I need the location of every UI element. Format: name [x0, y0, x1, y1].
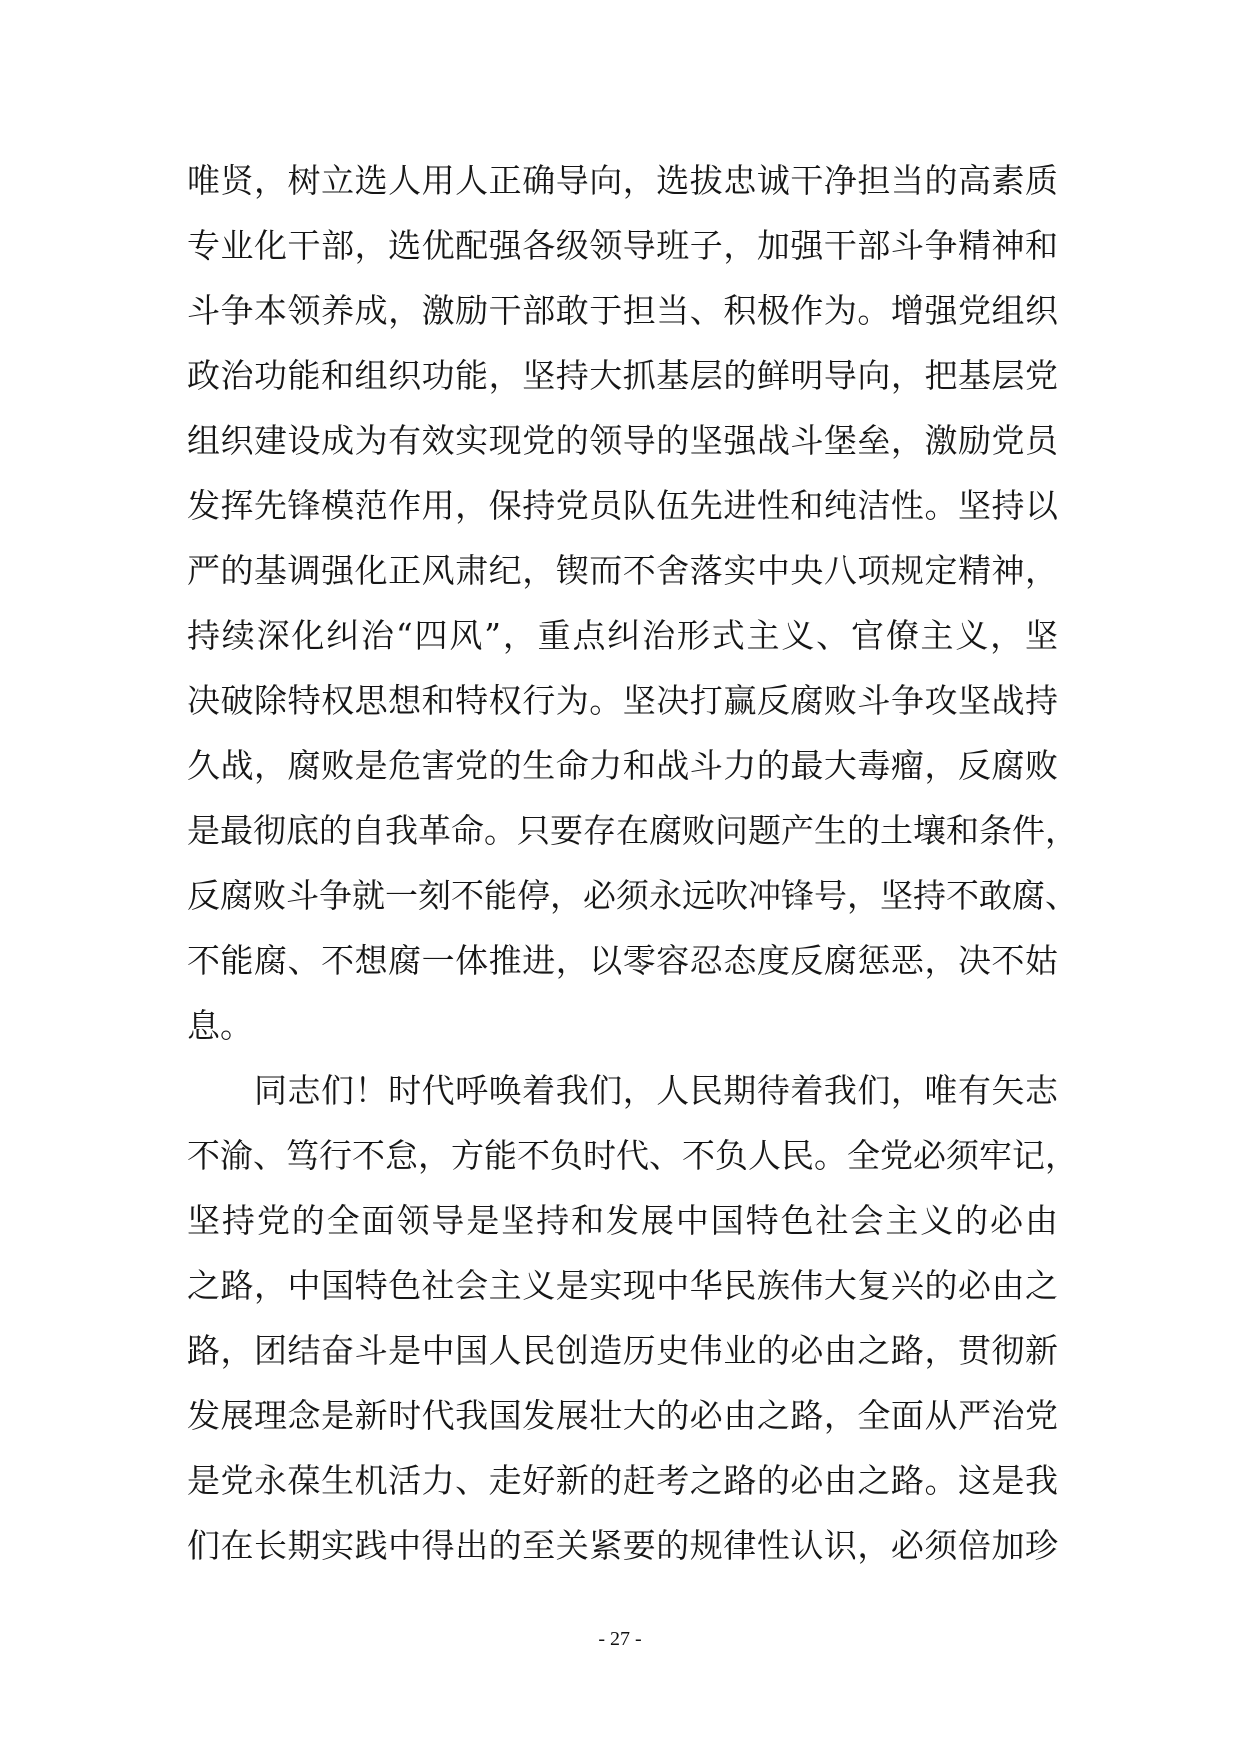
text-line: 路，团结奋斗是中国人民创造历史伟业的必由之路，贯彻新 [187, 1331, 1058, 1370]
text-line: 斗争本领养成，激励干部敢于担当、积极作为。增强党组织 [187, 291, 1058, 330]
text-line: 同志们！时代呼唤着我们，人民期待着我们，唯有矢志 [254, 1071, 1058, 1110]
text-line: 发挥先锋模范作用，保持党员队伍先进性和纯洁性。坚持以 [187, 486, 1058, 525]
text-line: 严的基调强化正风肃纪，锲而不舍落实中央八项规定精神， [187, 551, 1058, 590]
body-text-block [187, 148, 1078, 1578]
text-line: 唯贤，树立选人用人正确导向，选拔忠诚干净担当的高素质 [187, 161, 1058, 200]
text-line: 之路，中国特色社会主义是实现中华民族伟大复兴的必由之 [187, 1266, 1058, 1305]
page-number: - 27 - [598, 1628, 642, 1650]
text-line: 决破除特权思想和特权行为。坚决打赢反腐败斗争攻坚战持 [187, 681, 1058, 720]
text-line: 不渝、笃行不怠，方能不负时代、不负人民。全党必须牢记， [187, 1136, 1078, 1175]
text-line: 是最彻底的自我革命。只要存在腐败问题产生的土壤和条件， [187, 811, 1078, 850]
text-line: 们在长期实践中得出的至关紧要的规律性认识，必须倍加珍 [187, 1526, 1058, 1565]
text-line: 持续深化纠治“四风”，重点纠治形式主义、官僚主义，坚 [187, 616, 1058, 655]
text-line: 久战，腐败是危害党的生命力和战斗力的最大毒瘤，反腐败 [187, 746, 1058, 785]
text-line: 反腐败斗争就一刻不能停，必须永远吹冲锋号，坚持不敢腐、 [187, 876, 1078, 915]
text-line: 不能腐、不想腐一体推进，以零容忍态度反腐惩恶，决不姑 [187, 941, 1058, 980]
text-line: 发展理念是新时代我国发展壮大的必由之路，全面从严治党 [187, 1396, 1058, 1435]
text-line: 专业化干部，选优配强各级领导班子，加强干部斗争精神和 [187, 226, 1058, 265]
text-line: 组织建设成为有效实现党的领导的坚强战斗堡垒，激励党员 [187, 421, 1058, 460]
text-line: 息。 [187, 1006, 253, 1045]
text-line: 是党永葆生机活力、走好新的赶考之路的必由之路。这是我 [187, 1461, 1058, 1500]
text-line: 政治功能和组织功能，坚持大抓基层的鲜明导向，把基层党 [187, 356, 1058, 395]
text-line: 坚持党的全面领导是坚持和发展中国特色社会主义的必由 [187, 1201, 1058, 1240]
paragraph-2 [187, 1058, 1078, 1578]
paragraph-1 [187, 148, 1078, 1058]
